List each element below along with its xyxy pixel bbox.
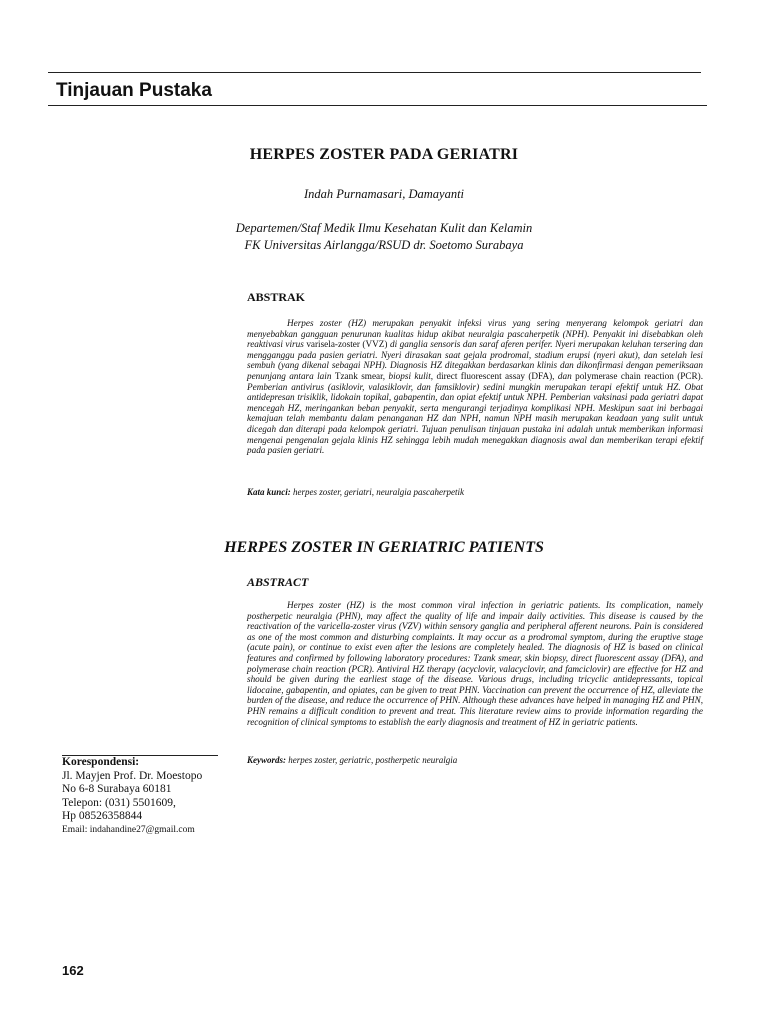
- abstrak-keywords-label: Kata kunci:: [247, 487, 291, 497]
- abstract-heading: ABSTRACT: [247, 575, 309, 589]
- abstrak-keywords: [247, 487, 464, 497]
- correspondence-block: [62, 756, 222, 837]
- correspondence-email: Email: indahandine27@gmail.com: [62, 824, 195, 835]
- section-underline: [48, 105, 707, 106]
- correspondence-line-4: Hp 08526358844: [62, 810, 143, 822]
- abstract-keywords-text: herpes zoster, geriatric, postherpetic neuralgia: [288, 755, 458, 765]
- abstrak-text-8: polymerase chain reaction (PCR).: [575, 370, 703, 381]
- correspondence-line-2: No 6-8 Surabaya 60181: [62, 783, 172, 795]
- abstrak-text-3: di ganglia sensoris dan saraf aferen perifer. Nyeri merupakan keluhan tersering dan mengganggu pada pasien geriatri. Nyeri dirasakan saat gejala prodromal, stadium erupsi (nyeri akut), dan setelah lesi sembuh (yang dikenal sebagai NPH). Diagnosis HZ ditegakkan berdasarkan klinis dan dikonfirmasi dengan pemeriksaan penunjang antara lain: [247, 339, 703, 381]
- abstrak-text-7: dan: [557, 370, 572, 381]
- abstrak-text-1: Herpes zoster (HZ) merupakan penyakit infeksi virus yang sering menyerang kelompok geriatri dan menyebabkan gangguan penurunan kualitas hidup akibat neuralgia pascaherpetik (NPH). Penyakit ini disebabkan oleh reaktivasi virus: [247, 318, 703, 350]
- abstract-text: Herpes zoster (HZ) is the most common viral infection in geriatric patients. Its complication, namely postherpetic neuralgia (PHN), may affect the quality of life and impair daily activities. This disease is caused by the reactivation of the varicella-zoster virus (VZV) within sensory ganglia and peripheral afferent neurons. Pain is considered as one of the most common and disturbing complaints. It may occur as a prodromal symptom, during the eruptive stage (acute pain), or continue to exist even after the lesions are completely healed. The diagnosis of HZ is based on clinical features and confirmed by following laboratory procedures: Tzank smear, skin biopsy, direct fluorescent assay (DFA), and polymerase chain reaction (PCR). Antiviral HZ therapy (acyclovir, valacyclovir, and famciclovir) are effective for HZ and should be given during the earliest stage of the disease. Various drugs, including tricyclic antidepressants, topical lidocaine, gabapentin, and opiates, can be given to treat PHN. Vaccination can prevent the occurrence of HZ, alleviate the burden of the disease, and reduce the occurrence of PHN. Although these advances have helped in managing HZ and PHN, PHN remains a difficult condition to prevent and treat. This literature review aims to provide information regarding the recognition of clinical symptoms to establish the early diagnosis and treatment of HZ in geriatric patients.: [247, 600, 703, 727]
- abstrak-text-4: Tzank smear,: [334, 370, 386, 381]
- abstrak-text-6: direct fluorescent assay (DFA),: [436, 370, 555, 381]
- abstrak-text-5: biopsi kulit,: [388, 370, 434, 381]
- correspondence-line-1: Jl. Mayjen Prof. Dr. Moestopo: [62, 769, 203, 782]
- abstrak-heading: ABSTRAK: [247, 290, 306, 304]
- abstract-body: [247, 600, 703, 727]
- correspondence-line-3: Telepon: (031) 5501609,: [62, 796, 176, 809]
- abstract-keywords: [247, 755, 457, 765]
- abstrak-text-2: varisela-zoster (VVZ): [306, 339, 388, 350]
- page-number: 162: [62, 963, 84, 978]
- article-title-id: HERPES ZOSTER PADA GERIATRI: [249, 146, 519, 163]
- affiliation-line-1: Departemen/Staf Medik Ilmu Kesehatan Kulit dan Kelamin: [235, 221, 533, 235]
- section-title: Tinjauan Pustaka: [56, 80, 212, 101]
- authors: Indah Purnamasari, Damayanti: [303, 187, 465, 201]
- article-title-en: HERPES ZOSTER IN GERIATRIC PATIENTS: [224, 539, 544, 556]
- affiliation-line-2: FK Universitas Airlangga/RSUD dr. Soetomo Surabaya: [244, 238, 524, 252]
- abstrak-text-9: Pemberian antivirus (asiklovir, valasiklovir, dan famsiklovir) sedini mungkin merupakan terapi efektif untuk HZ. Obat antidepresan trisiklik, lidokain topikal, gabapentin, dan opiat efektif untuk NPH. Pemberian vaksinasi pada geriatri dapat mencegah HZ, meringankan beban penyakit, serta mengurangi terjadinya komplikasi NPH. Meskipun saat ini berbagai kemajuan telah membantu dalam penanganan HZ dan NPH, namun NPH masih merupakan keadaan yang sulit untuk dicegah dan diterapi pada kelompok geriatri. Tujuan penulisan tinjauan pustaka ini adalah untuk memberikan informasi mengenai pengenalan gejala klinis HZ sehingga lebih mudah menegakkan diagnosis awal dan memberikan terapi efektif pada pasien geriatri.: [247, 381, 703, 456]
- correspondence-heading: Korespondensi:: [62, 756, 140, 768]
- abstract-keywords-label: Keywords:: [247, 755, 286, 765]
- abstrak-keywords-text: herpes zoster, geriatri, neuralgia pascaherpetik: [293, 487, 464, 497]
- top-rule: [48, 72, 701, 73]
- abstrak-body: [247, 318, 703, 456]
